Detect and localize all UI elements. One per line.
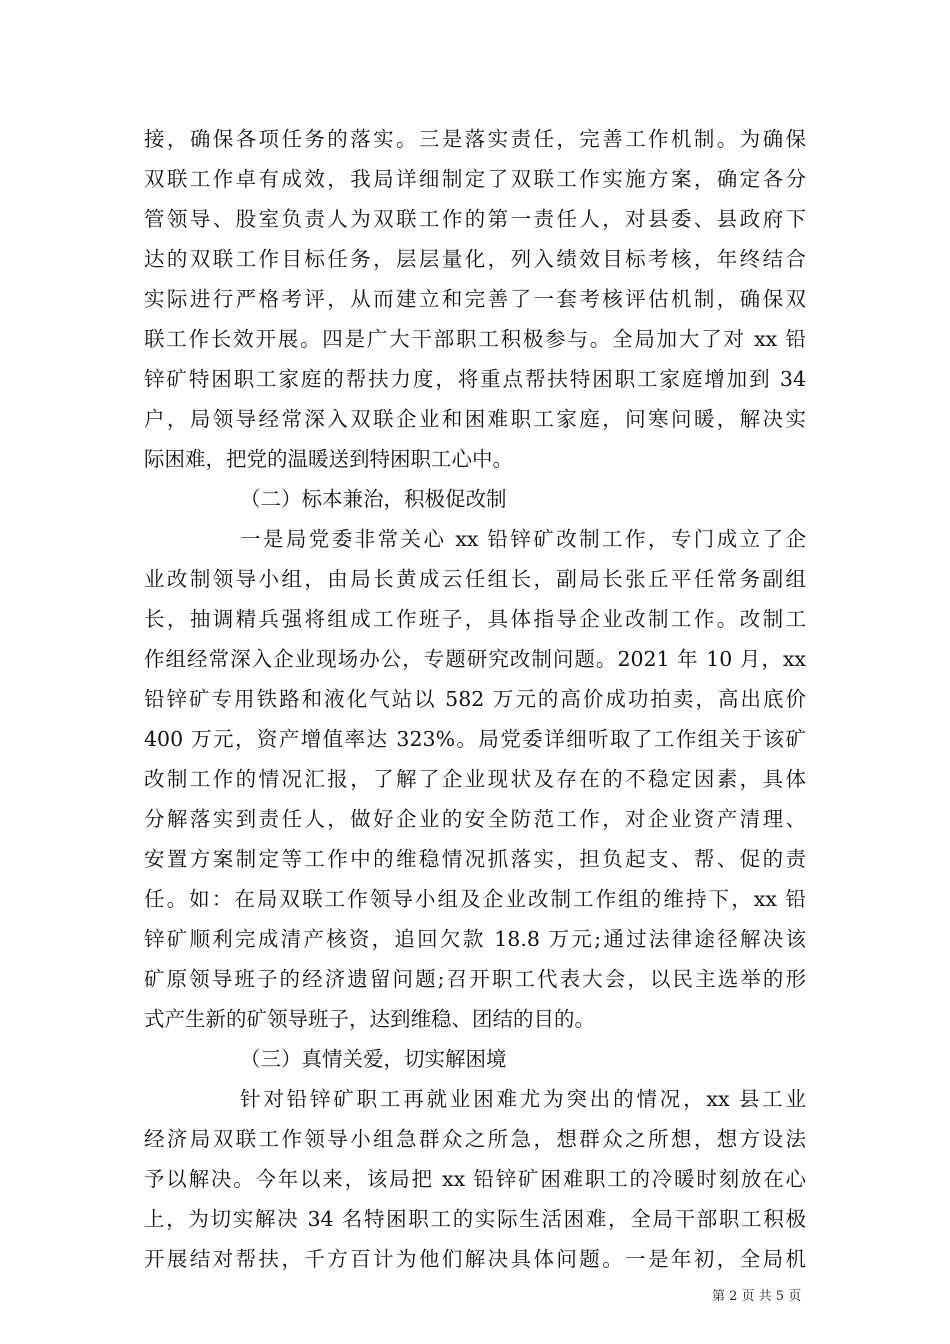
paragraph2-line-3: 长，抽调精兵强将组成工作班子，具体指导企业改制工作。改制工 [144,607,806,631]
paragraph2-line-8: 分解落实到责任人，做好企业的安全防范工作，对企业资产清理、 [144,807,806,831]
paragraph2-line-12: 矿原领导班子的经济遗留问题;召开职工代表大会，以民主选举的形 [144,967,806,991]
section-heading-3: （三）真情关爱，切实解困境 [240,1047,507,1071]
paragraph2-line-13: 式产生新的矿领导班子，达到维稳、团结的目的。 [144,1007,595,1031]
page-number-footer: 第 2 页 共 5 页 [712,1289,802,1304]
paragraph1-line-3: 管领导、股室负责人为双联工作的第一责任人，对县委、县政府下 [144,207,806,231]
paragraph1-line-6: 联工作长效开展。四是广大干部职工积极参与。全局加大了对 xx 铅 [144,327,806,351]
paragraph2-line-9: 安置方案制定等工作中的维稳情况抓落实，担负起支、帮、促的责 [144,847,806,871]
paragraph1-line-9: 际困难，把党的温暖送到特困职工心中。 [144,447,513,471]
paragraph1-line-1: 接，确保各项任务的落实。三是落实责任，完善工作机制。为确保 [144,127,806,151]
paragraph2-line-10: 任。如：在局双联工作领导小组及企业改制工作组的维持下，xx 铅 [144,887,806,911]
paragraph3-line-2: 经济局双联工作领导小组急群众之所急，想群众之所想，想方设法 [144,1127,806,1151]
paragraph2-line-6: 400 万元，资产增值率达 323%。局党委详细听取了工作组关于该矿 [144,727,806,751]
paragraph1-line-7: 锌矿特困职工家庭的帮扶力度，将重点帮扶特困职工家庭增加到 34 [144,367,806,391]
paragraph2-line-7: 改制工作的情况汇报，了解了企业现状及存在的不稳定因素，具体 [144,767,806,791]
paragraph1-line-2: 双联工作卓有成效，我局详细制定了双联工作实施方案，确定各分 [144,167,806,191]
paragraph2-line-4: 作组经常深入企业现场办公，专题研究改制问题。2021 年 10 月，xx [144,647,806,671]
paragraph1-line-4: 达的双联工作目标任务，层层量化，列入绩效目标考核，年终结合 [144,247,806,271]
paragraph3-line-5: 开展结对帮扶，千方百计为他们解决具体问题。一是年初，全局机 [144,1247,806,1271]
paragraph1-line-5: 实际进行严格考评，从而建立和完善了一套考核评估机制，确保双 [144,287,806,311]
paragraph3-line-3: 予以解决。今年以来，该局把 xx 铅锌矿困难职工的冷暖时刻放在心 [144,1167,806,1191]
paragraph2-line-11: 锌矿顺利完成清产核资，追回欠款 18.8 万元;通过法律途径解决该 [144,927,806,951]
paragraph3-line-4: 上，为切实解决 34 名特困职工的实际生活困难，全局干部职工积极 [144,1207,806,1231]
paragraph3-line-1: 针对铅锌矿职工再就业困难尤为突出的情况，xx 县工业 [240,1087,806,1111]
paragraph2-line-1: 一是局党委非常关心 xx 铅锌矿改制工作，专门成立了企 [240,527,806,551]
paragraph1-line-8: 户，局领导经常深入双联企业和困难职工家庭，问寒问暖，解决实 [144,407,806,431]
paragraph2-line-2: 业改制领导小组，由局长黄成云任组长，副局长张丘平任常务副组 [144,567,806,591]
section-heading-2: （二）标本兼治，积极促改制 [240,487,507,511]
paragraph2-line-5: 铅锌矿专用铁路和液化气站以 582 万元的高价成功拍卖，高出底价 [144,687,806,711]
